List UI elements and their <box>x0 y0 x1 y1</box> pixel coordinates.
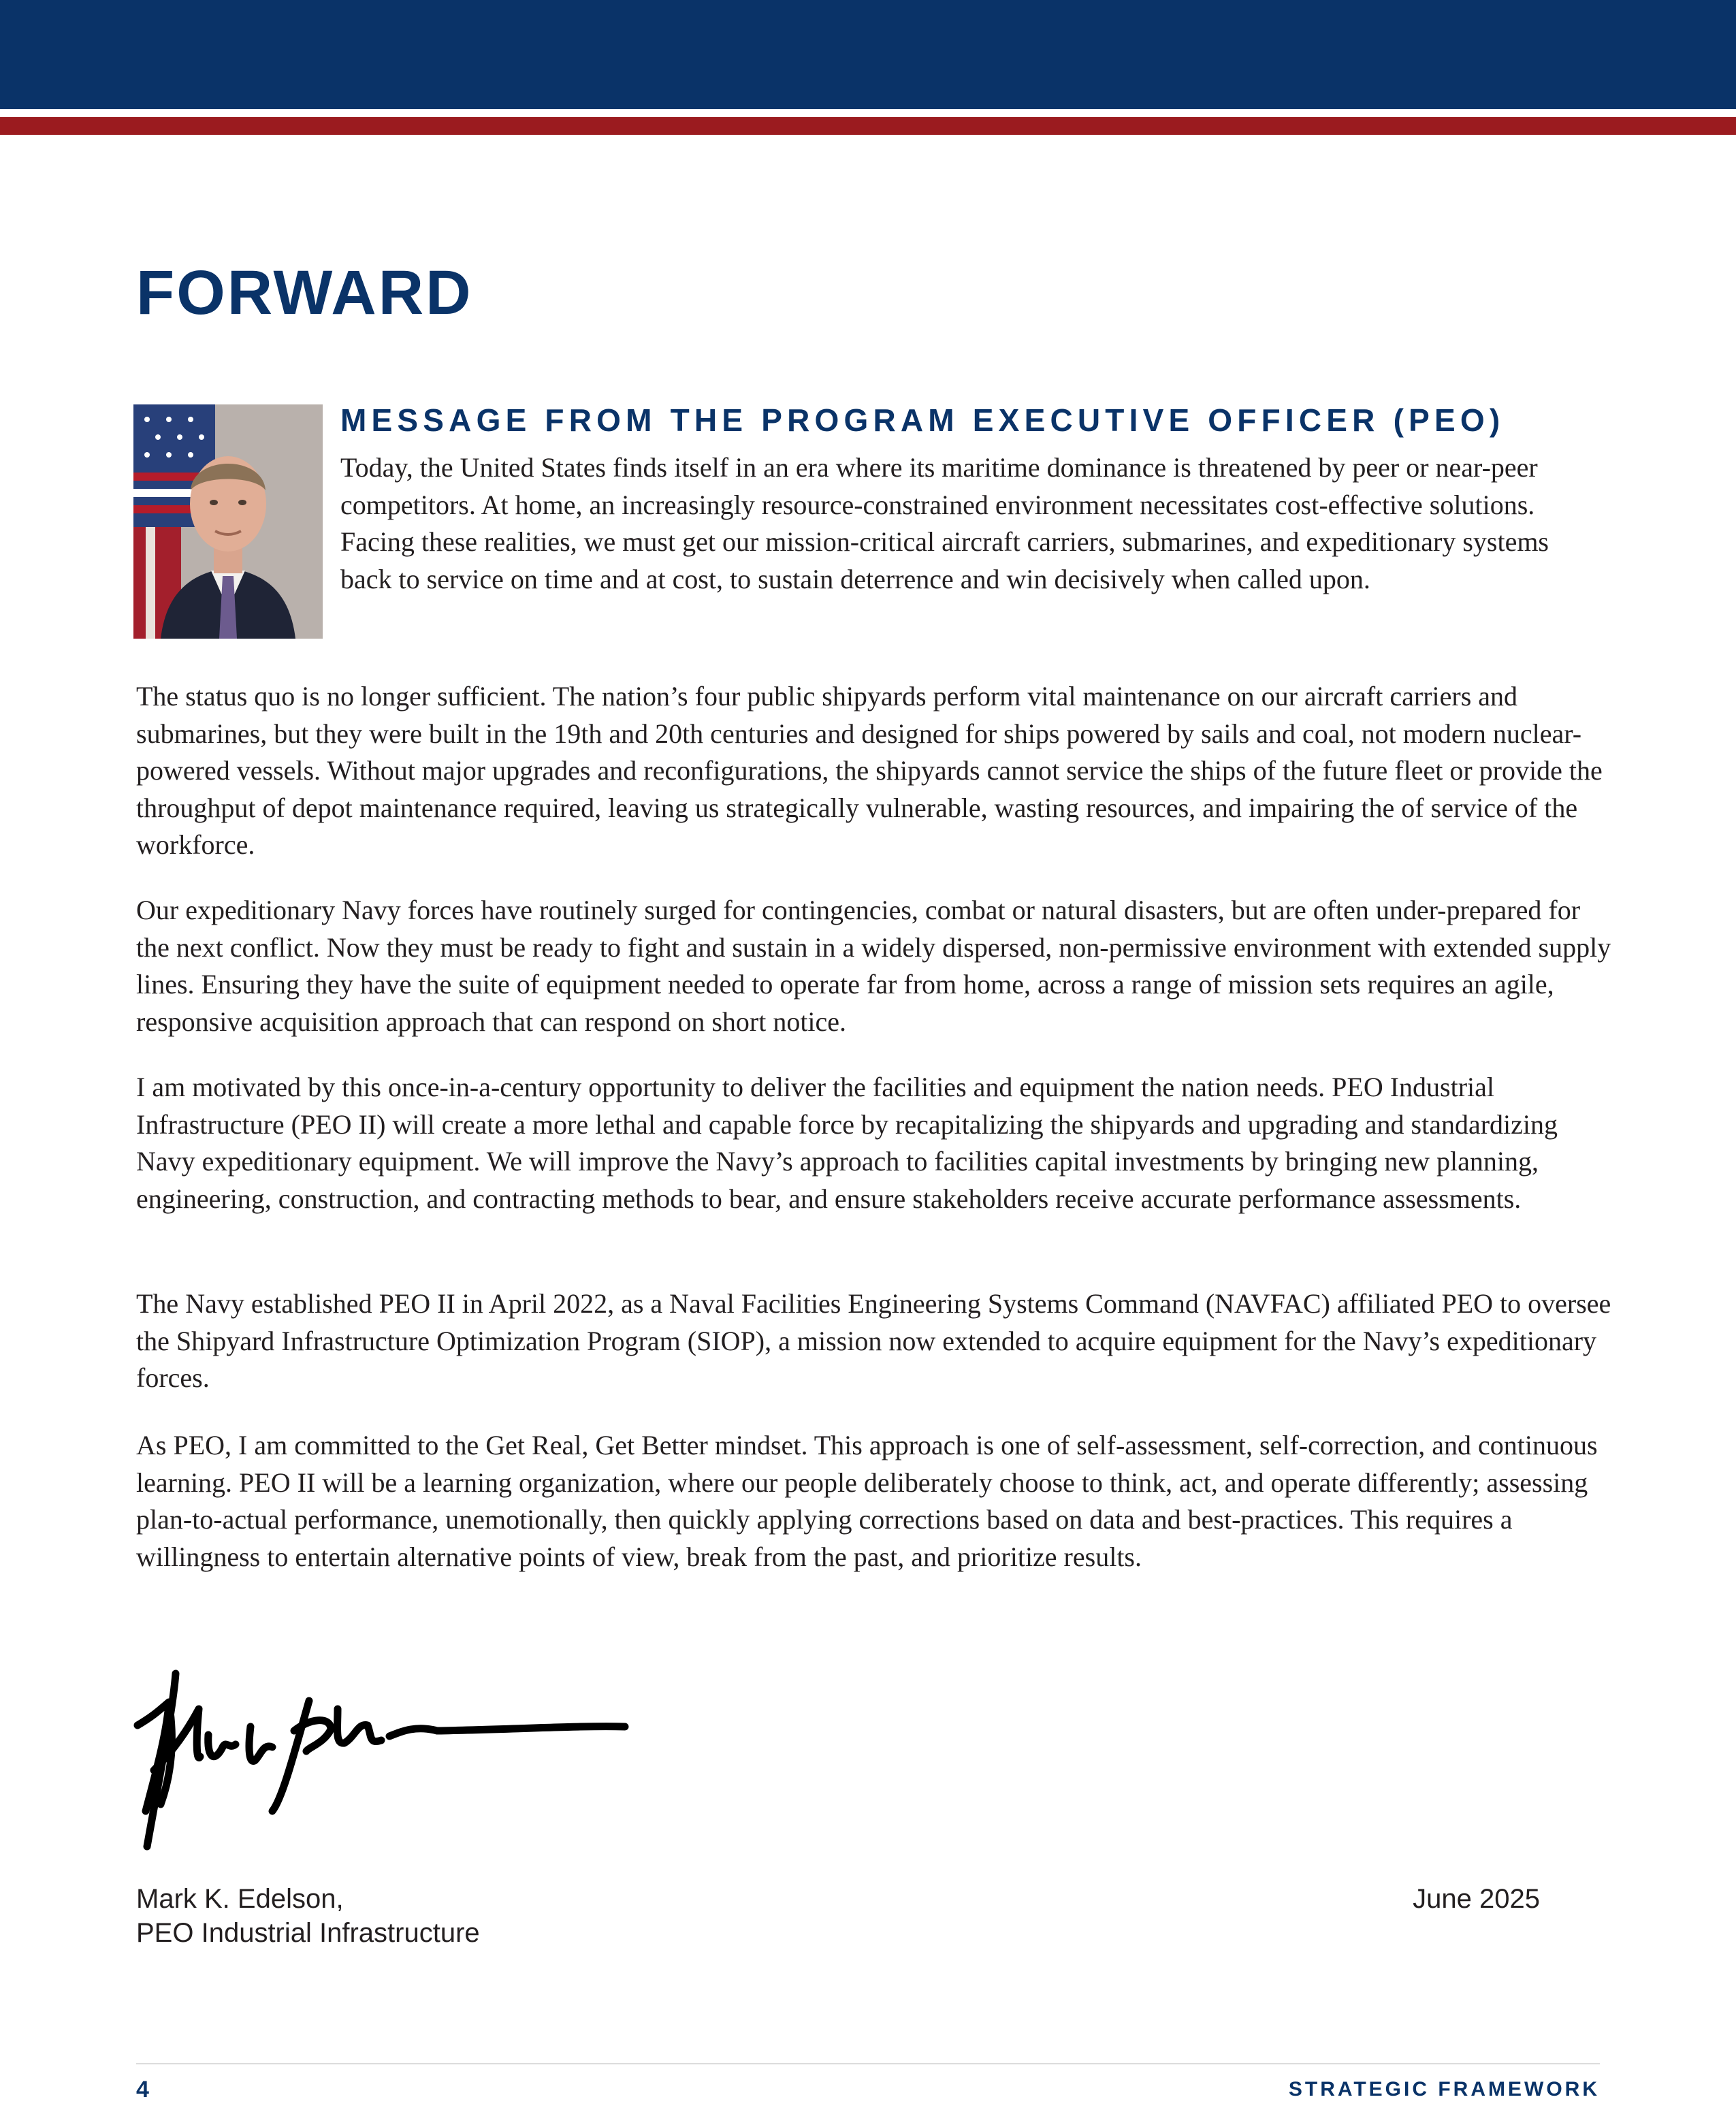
signer-name: Mark K. Edelson, <box>136 1884 344 1914</box>
page-title: FORWARD <box>136 258 473 327</box>
body-paragraph-5: As PEO, I am committed to the Get Real, Get Better mindset. This approach is one of self-assessment, self-correction, and continuous learning. PEO II will be a learning organization, where our people deliberately choose to think, act, and operate differently; assessing plan-to-actual performance, unemotionally, then quickly applying corrections based on data and best-practices. This requires a willingness to entertain alternative points of view, break from the past, and prioritize results. <box>136 1430 1598 1572</box>
footer-divider <box>136 2063 1600 2064</box>
signature <box>133 1668 637 1852</box>
running-title: STRATEGIC FRAMEWORK <box>1288 2078 1600 2100</box>
body-paragraph-2: Our expeditionary Navy forces have routinely surged for contingencies, combat or natural disasters, but are often under-prepared for the next conflict. Now they must be ready to fight and sustain in a widely dispersed, non-permissive environment with extended supply lines. Ensuring they have the suite of equipment needed to operate far from home, across a range of mission sets requires an agile, responsive acquisition approach that can respond on short notice. <box>136 895 1611 1037</box>
section-subtitle: MESSAGE FROM THE PROGRAM EXECUTIVE OFFICER (PEO) <box>340 402 1505 438</box>
header-red-stripe <box>0 117 1736 135</box>
signer-title: PEO Industrial Infrastructure <box>136 1918 480 1948</box>
page-number: 4 <box>136 2077 149 2103</box>
peo-portrait <box>133 404 323 639</box>
intro-paragraph: Today, the United States finds itself in an era where its maritime dominance is threatened by peer or near-peer competitors. At home, an increasingly resource-constrained environment necessitates cost-effective solutions. Facing these realities, we must get our mission-critical aircraft carriers, submarines, and expeditionary systems back to service on time and at cost, to sustain deterrence and win decisively when called upon. <box>340 452 1549 594</box>
signer-block <box>136 1882 480 1950</box>
signature-icon <box>133 1668 637 1852</box>
header-band <box>0 0 1736 109</box>
body-paragraph-1: The status quo is no longer sufficient. The nation’s four public shipyards perform vital maintenance on our aircraft carriers and submarines, but they were built in the 19th and 20th centuries and designed for ships powered by sails and coal, not modern nuclear-powered vessels. Without major upgrades and reconfigurations, the shipyards cannot service the ships of the future fleet or provide the throughput of depot maintenance required, leaving us strategically vulnerable, wasting resources, and impairing the of service of the workforce. <box>136 681 1603 860</box>
header-gap <box>0 109 1736 117</box>
body-paragraph-3: I am motivated by this once-in-a-century opportunity to deliver the facilities and equipment the nation needs. PEO Industrial Infrastructure (PEO II) will create a more lethal and capable force by recapitalizing the shipyards and upgrading and standardizing Navy expeditionary equipment. We will improve the Navy’s approach to facilities capital investments by bringing new planning, engineering, construction, and contracting methods to bear, and ensure stakeholders receive accurate performance assessments. <box>136 1072 1558 1214</box>
portrait-illustration <box>133 404 323 639</box>
body-paragraph-4: The Navy established PEO II in April 2022, as a Naval Facilities Engineering Systems Command (NAVFAC) affiliated PEO to oversee the Shipyard Infrastructure Optimization Program (SIOP), a mission now extended to acquire equipment for the Navy’s expeditionary forces. <box>136 1288 1611 1393</box>
signature-date: June 2025 <box>1413 1884 1540 1914</box>
